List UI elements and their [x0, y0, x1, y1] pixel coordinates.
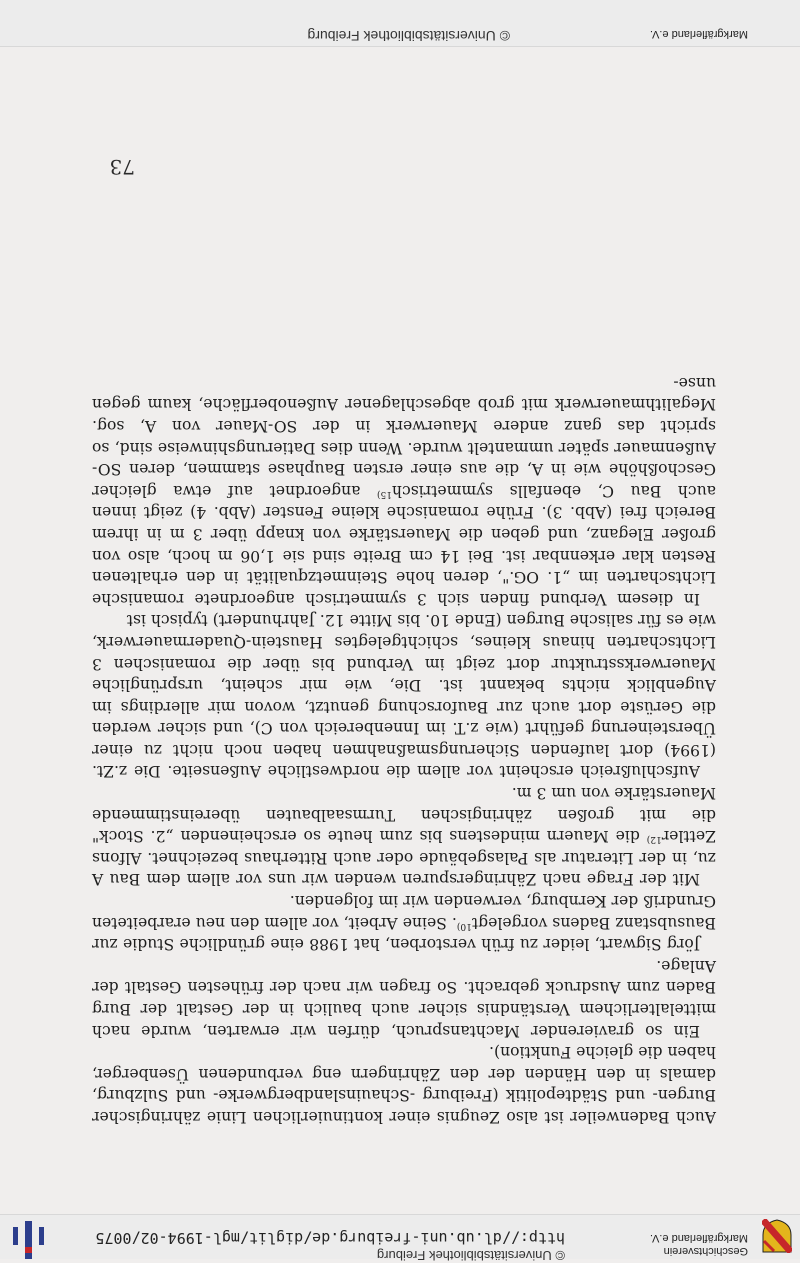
- university-logo-icon: [8, 1219, 48, 1259]
- paragraph: Mit der Frage nach Zähringerspuren wenden wir uns vor allem dem Bau A zu, in der Literatur als Palasgebäude oder auch Ritterhaus bezeichnet. Alfons Zettler$^{12)}$ die Mauern mindestens bis zum heute so erscheinenden „2. Stock" die mit großen zähringischen Turmsaalbauten übereinstimmende Mauerstärke von um 3 m.: [92, 784, 716, 889]
- society-name-line2: Markgräflerland e.V.: [649, 1232, 748, 1244]
- viewer-footer-bar: [0, 0, 800, 47]
- paragraph: Auch Badenweiler ist also Zeugnis einer kontinuierlichen Linie zähringischer Burgen- und Städtepolitik (Freiburg -Schauinslandbergwerke- und Sulzburg, damals in den Händen der den Zähringern eng verbundenen Üsenberger, haben die gleiche Funktion).: [92, 1043, 716, 1126]
- page-number: 73: [109, 155, 135, 179]
- paragraph: Aufschlußreich erscheint vor allem die nordwestliche Außenseite. Die z.Zt. (1994) dort laufenden Sicherungsmaßnahmen haben noch nicht zu einer Übersteinerung geführt (wie z.T. im Innenbereich von C), und sicher werden die Gerüste dort auch zur Bauforschung genutzt, wovon mir allerdings im Augenblick nichts bekannt ist. Die, wie mir scheint, ursprüngliche Mauerwerksstruktur dort zeigt im Verbund bis über die romanischen 3 Lichtscharten hinaus kleines, schichtgelegtes Haustein-Quadermauerwerk, wie es für salische Burgen (Ende 10. bis Mitte 12. Jahrhundert) typisch ist: [92, 611, 716, 781]
- document-url[interactable]: http://dl.ub.uni-freiburg.de/diglit/mgl-1994-02/0075: [95, 1229, 565, 1247]
- paragraph: Jörg Sigwart, leider zu früh verstorben, hat 1988 eine gründliche Studie zur Bausubstanz Badens vorgelegt$^{10)}$. Seine Arbeit, vor allem den neu erarbeiteten Grundriß der Kernburg, verwenden wir im folgenden.: [92, 892, 716, 954]
- society-name: [650, 1231, 748, 1257]
- paragraph: In diesem Verbund finden sich 3 symmetrisch angeordnete romanische Lichtscharten im „1. OG.", deren hohe Steinmetzqualität in den erhaltenen Resten klar erkennbar ist. Bei 14 cm Breite sind sie 1,06 m hoch, also von großer Eleganz, und geben die Mauerstärke von knapp über 3 m in ihrem Bereich frei (Abb. 3). Frühe romanische kleine Fenster (Abb. 4) zeigt innen auch Bau C, ebenfalls symmetrisch$^{15)}$ angeordnet auf etwa gleicher Geschoßhöhe wie in A, die aus einer ersten Bauphase stammen, deren SO-Außenmauer später ummantelt wurde. Wenn dies Datierungshinweise sind, so spricht das ganz andere Mauerwerk in der SO-Mauer von A, sog. Megalithmauerwerk mit grob abgeschlagener Außenoberfläche, kaum gegen unse-: [92, 373, 716, 608]
- society-name-line1: Geschichtsverein: [663, 1245, 748, 1257]
- document-body: [92, 371, 716, 1127]
- footer-society-name: Markgräflerland e.V.: [649, 28, 748, 40]
- footnote-ref: 15): [376, 488, 392, 499]
- viewer-header-bar: [0, 1214, 800, 1263]
- footnote-ref: 10): [456, 920, 472, 931]
- footer-provider-name: © Universitätsbibliothek Freiburg: [307, 28, 510, 44]
- provider-name: © Universitätsbibliothek Freiburg: [376, 1248, 565, 1263]
- paragraph: Ein so gravierender Machtanspruch, dürfen wir erwarten, wurde nach mittelalterlichem Verständnis sicher auch baulich in der Gestalt der Burg Baden zum Ausdruck gebracht. So fragen wir nach der frühesten Gestalt der Anlage.: [92, 956, 716, 1040]
- society-crest-icon: [762, 1219, 792, 1253]
- footnote-ref: 12): [646, 834, 662, 845]
